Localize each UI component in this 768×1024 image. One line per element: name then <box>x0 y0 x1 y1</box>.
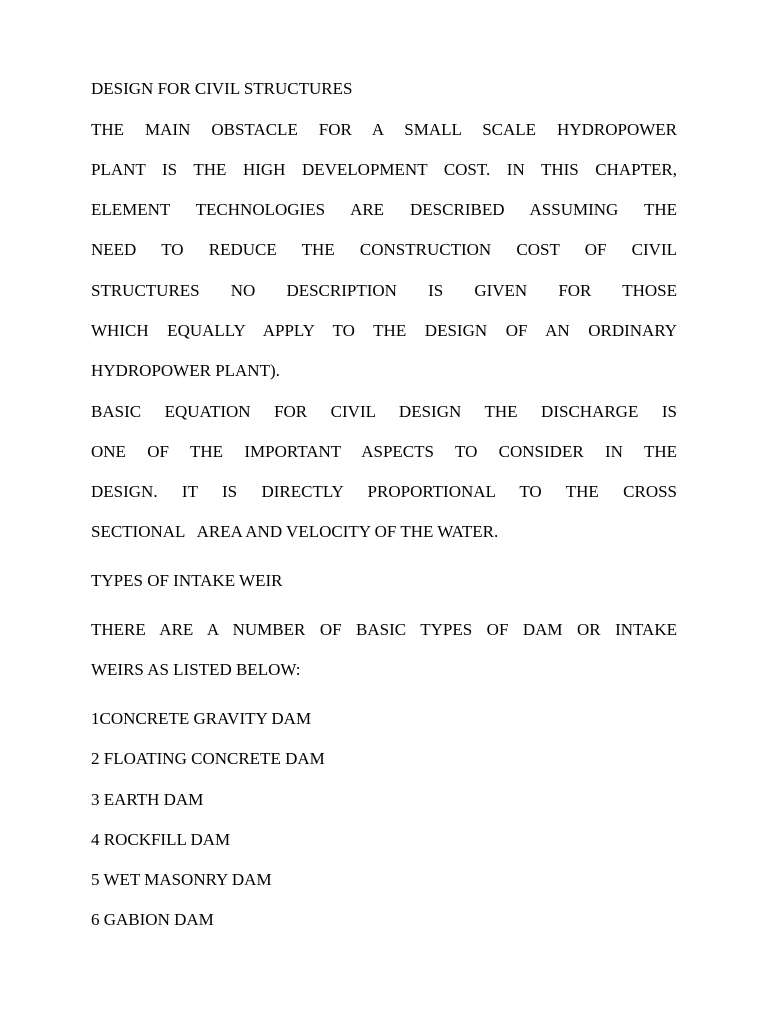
list-item: 1CONCRETE GRAVITY DAM <box>91 709 312 728</box>
paragraph-line: WHICH EQUALLY APPLY TO THE DESIGN OF AN ORDINARY <box>91 321 677 340</box>
list-item: 6 GABION DAM <box>91 910 214 929</box>
paragraph-line: STRUCTURES NO DESCRIPTION IS GIVEN FOR THOSE <box>91 281 677 300</box>
paragraph-line: DESIGN. IT IS DIRECTLY PROPORTIONAL TO THE CROSS <box>91 482 677 501</box>
paragraph-line: WEIRS AS LISTED BELOW: <box>91 660 301 679</box>
paragraph-line: BASIC EQUATION FOR CIVIL DESIGN THE DISCHARGE IS <box>91 402 677 421</box>
list-item: 3 EARTH DAM <box>91 790 204 809</box>
section-subheading: TYPES OF INTAKE WEIR <box>91 571 283 590</box>
list-item: 5 WET MASONRY DAM <box>91 870 272 889</box>
paragraph-line: ELEMENT TECHNOLOGIES ARE DESCRIBED ASSUMING THE <box>91 200 677 219</box>
paragraph-line: SECTIONAL AREA AND VELOCITY OF THE WATER. <box>91 522 499 541</box>
paragraph-line: THE MAIN OBSTACLE FOR A SMALL SCALE HYDROPOWER <box>91 120 677 139</box>
paragraph-line: NEED TO REDUCE THE CONSTRUCTION COST OF CIVIL <box>91 240 677 259</box>
list-item: 4 ROCKFILL DAM <box>91 830 231 849</box>
paragraph-line: HYDROPOWER PLANT). <box>91 361 280 380</box>
paragraph-line: ONE OF THE IMPORTANT ASPECTS TO CONSIDER IN THE <box>91 442 677 461</box>
paragraph-line: PLANT IS THE HIGH DEVELOPMENT COST. IN THIS CHAPTER, <box>91 160 677 179</box>
paragraph-line: THERE ARE A NUMBER OF BASIC TYPES OF DAM OR INTAKE <box>91 620 677 639</box>
document-heading: DESIGN FOR CIVIL STRUCTURES <box>91 79 353 98</box>
list-item: 2 FLOATING CONCRETE DAM <box>91 749 325 768</box>
